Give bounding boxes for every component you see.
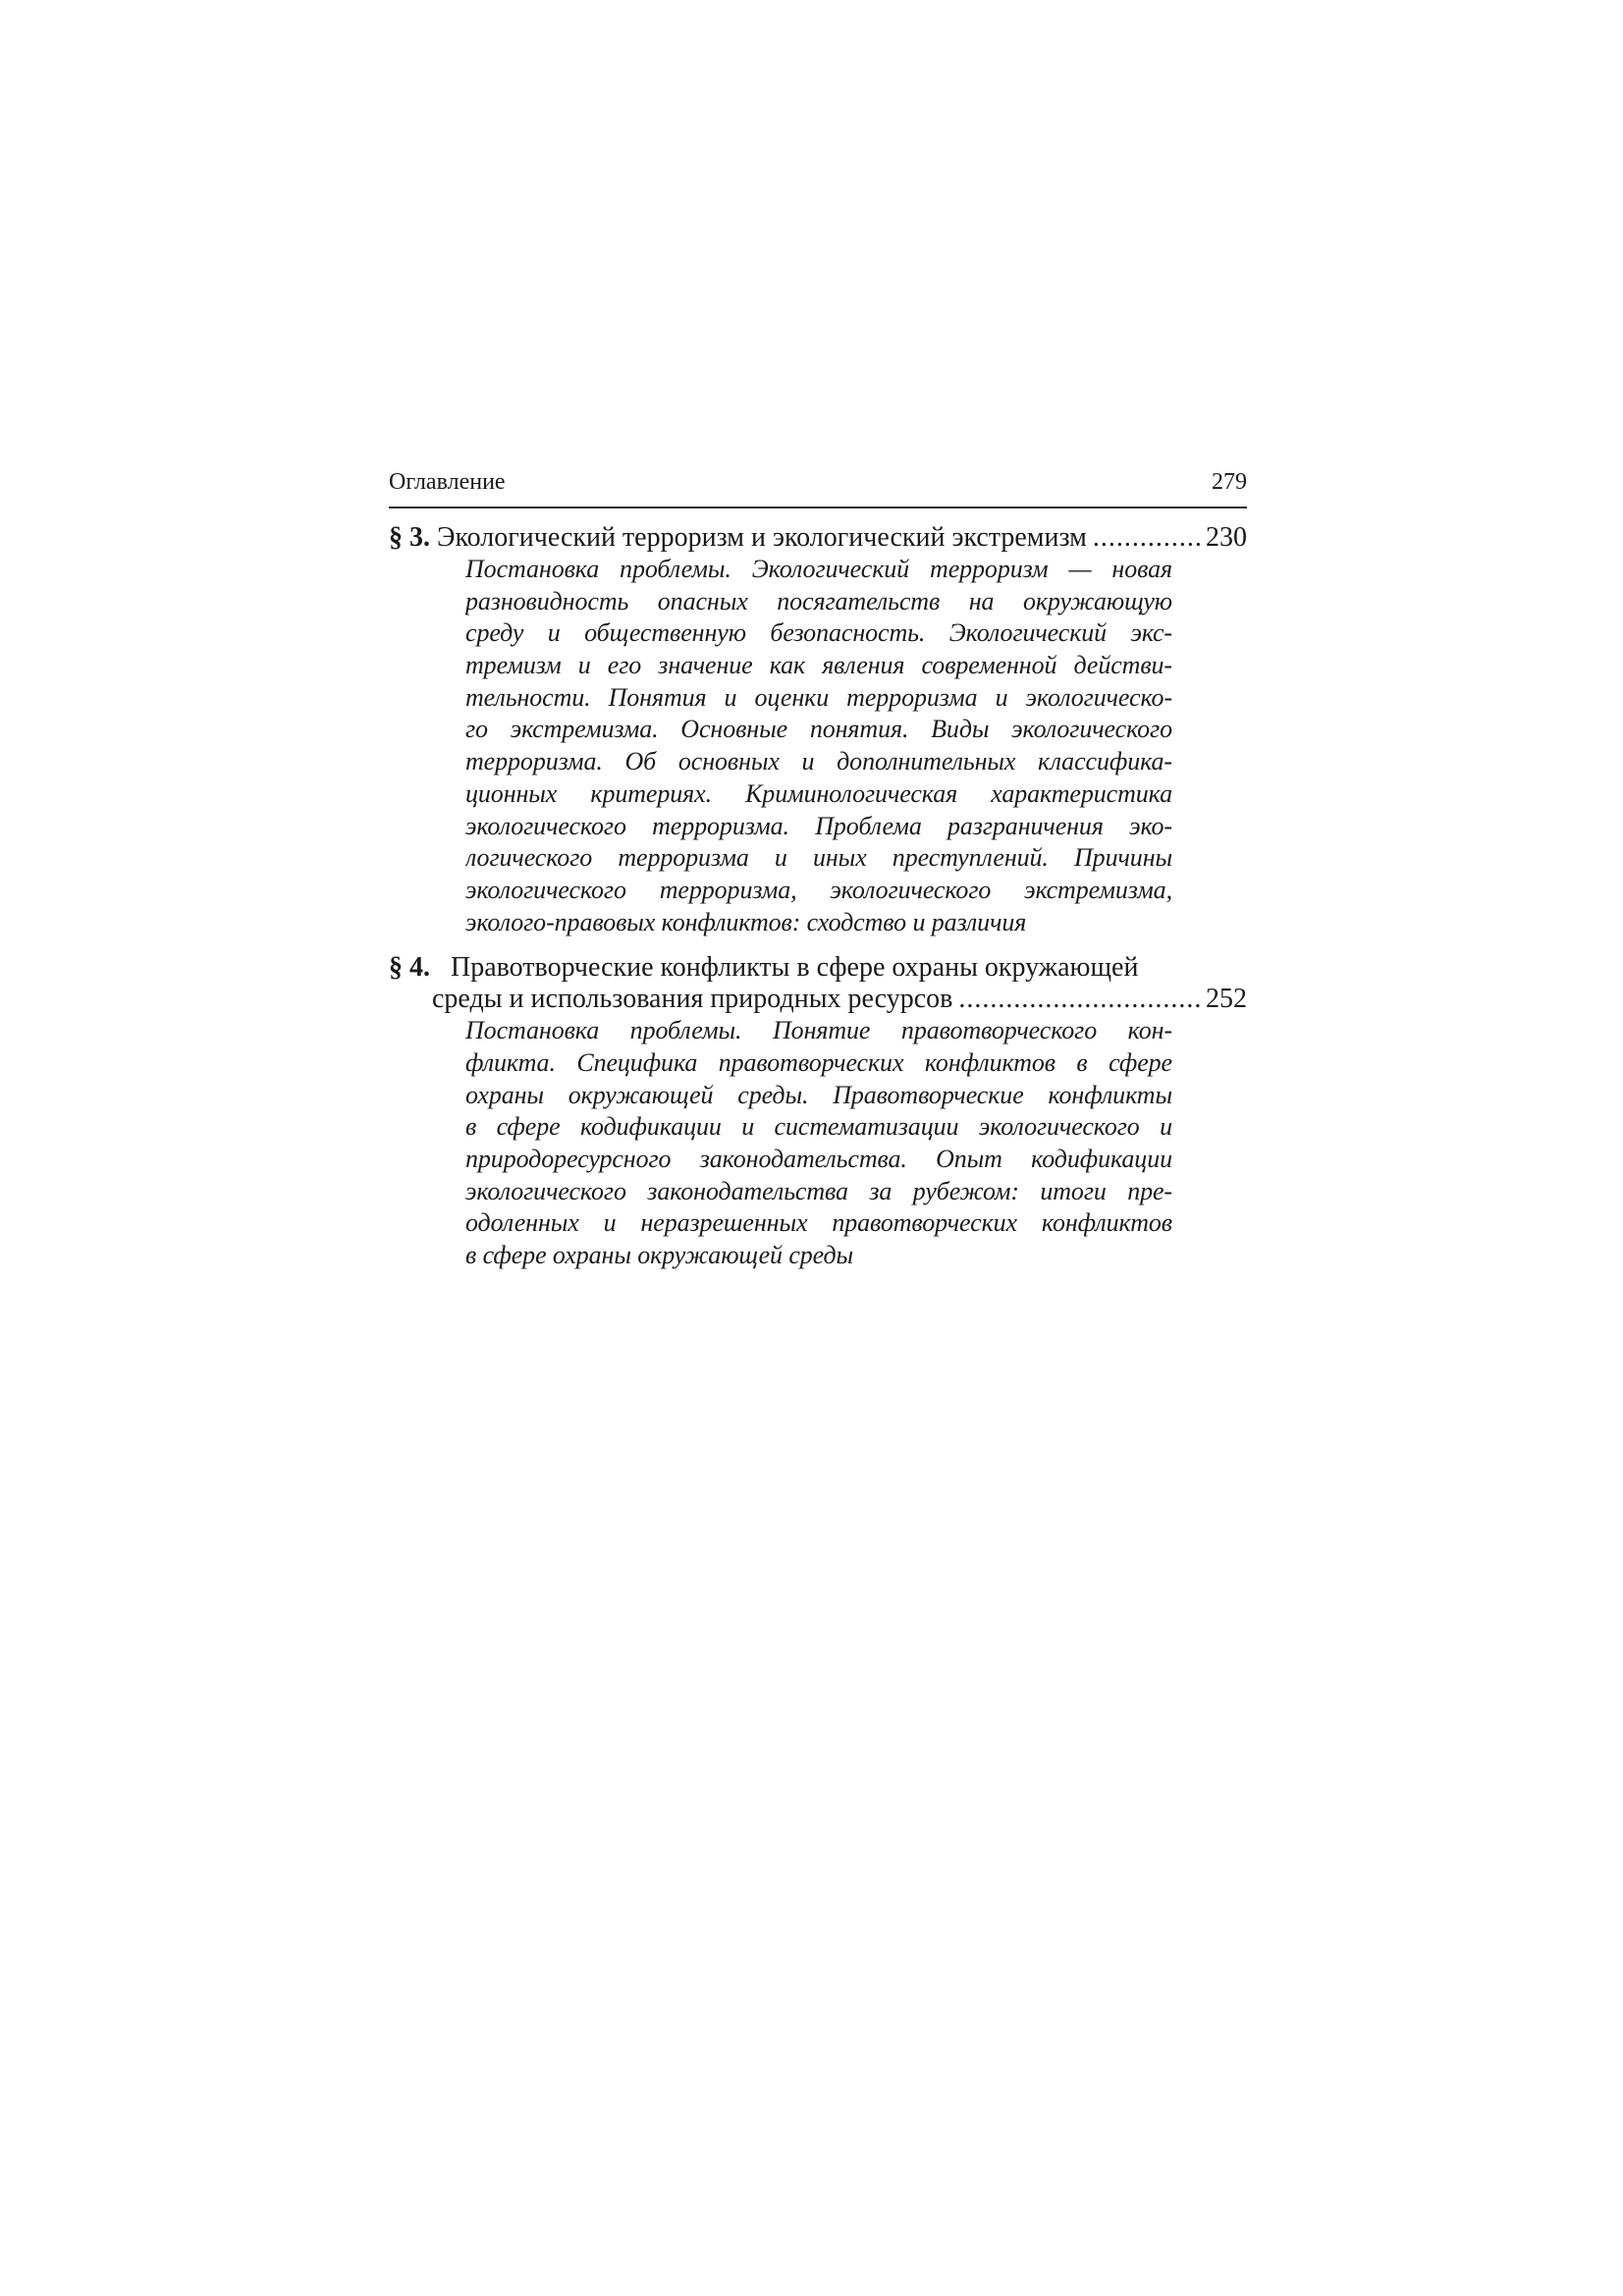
section-number: § 4.	[389, 952, 430, 984]
summary-line: логического терроризма и иных преступлений. Причины	[465, 843, 1172, 873]
summary-line: терроризма. Об основных и дополнительных классифика-	[465, 747, 1172, 776]
summary-line: одоленных и неразрешенных правотворческих конфликтов	[465, 1208, 1172, 1238]
section-title: Экологический терроризм и экологический экстремизм	[437, 522, 1087, 553]
dot-leader	[958, 984, 1204, 1015]
summary-line: тремизм и его значение как явления современной действи-	[465, 651, 1172, 680]
toc-entry-section-3[interactable]	[389, 522, 1247, 938]
section-summary	[465, 1015, 1172, 1272]
summary-line: Постановка проблемы. Экологический терроризм — новая	[465, 555, 1172, 583]
summary-line: в сфере кодификации и систематизации экологического и	[465, 1112, 1172, 1142]
section-title: Правотворческие конфликты в сфере охраны окружающей	[451, 952, 1139, 984]
summary-line: ционных критериях. Криминологическая характеристика	[465, 778, 1172, 808]
summary-line: экологического законодательства за рубежом: итоги пре-	[465, 1176, 1172, 1205]
dot-leader	[1093, 522, 1204, 554]
running-title: Оглавление	[389, 469, 506, 495]
summary-line: в сфере охраны окружающей среды	[465, 1241, 854, 1270]
summary-line: охраны окружающей среды. Правотворческие конфликты	[465, 1080, 1172, 1109]
table-of-contents	[389, 522, 1247, 1272]
summary-line: экологического терроризма. Проблема разграничения эко-	[465, 811, 1172, 840]
section-summary	[465, 554, 1172, 938]
toc-entry-title-line	[389, 984, 1247, 1015]
summary-line: разновидность опасных посягательств на окружающую	[465, 586, 1172, 615]
summary-line: эколого-правовых конфликтов: сходство и различия	[465, 907, 1027, 936]
section-number: § 3.	[389, 522, 430, 553]
summary-line: го экстремизма. Основные понятия. Виды экологического	[465, 715, 1172, 744]
toc-page-number: 230	[1206, 522, 1247, 553]
section-title-continued: среды и использования природных ресурсов	[432, 984, 953, 1015]
summary-line: среду и общественную безопасность. Экологический экс-	[465, 618, 1172, 648]
toc-entry-section-4[interactable]	[389, 952, 1247, 1272]
summary-line: экологического терроризма, экологического экстремизма,	[465, 875, 1172, 904]
summary-line: Постановка проблемы. Понятие правотворческого кон-	[465, 1016, 1172, 1045]
toc-entry-title-line	[389, 522, 1247, 554]
summary-line: тельности. Понятия и оценки терроризма и экологическо-	[465, 682, 1172, 712]
toc-page-number: 252	[1206, 984, 1247, 1015]
summary-line: природоресурсного законодательства. Опыт кодификации	[465, 1145, 1172, 1173]
summary-line: фликта. Специфика правотворческих конфликтов в сфере	[465, 1047, 1172, 1077]
toc-entry-title-line	[389, 952, 1247, 984]
page-header	[389, 467, 1247, 508]
page-number: 279	[1212, 469, 1247, 495]
